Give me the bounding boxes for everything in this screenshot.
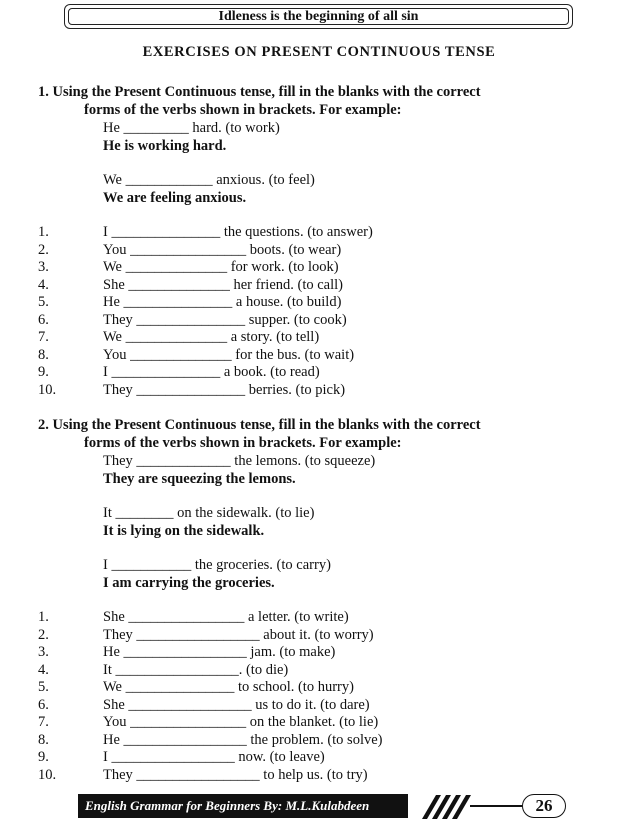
section1-item-number: 5.	[38, 294, 49, 310]
section1-item-number: 4.	[38, 276, 49, 293]
section1-item-number: 2.	[38, 241, 49, 258]
section1-item-number: 3.	[38, 259, 49, 275]
section1-item-text: You ________________ boots. (to wear)	[103, 241, 342, 258]
section2-instruction-line2: forms of the verbs shown in brackets. For example:	[84, 435, 402, 451]
section2-item-text: He _________________ the problem. (to solve)	[103, 731, 383, 748]
header-banner-text: Idleness is the beginning of all sin	[68, 8, 569, 25]
section1-item-number: 6.	[38, 311, 49, 328]
section2-example2-answer: It is lying on the sidewalk.	[103, 523, 265, 539]
section1-example1-question: He _________ hard. (to work)	[103, 120, 280, 136]
header-banner	[64, 4, 573, 29]
section2-item-number: 8.	[38, 731, 49, 748]
section2-item-text: You ________________ on the blanket. (to lie)	[103, 714, 379, 730]
section1-example2-question: We ____________ anxious. (to feel)	[103, 172, 315, 188]
page-heading: EXERCISES ON PRESENT CONTINUOUS TENSE	[142, 44, 496, 60]
section1-item-text: You ______________ for the bus. (to wait)	[103, 346, 355, 363]
section2-item-text: They _________________ to help us. (to try)	[103, 766, 368, 783]
section2-item-number: 4.	[38, 661, 49, 678]
section2-item-number: 5.	[38, 679, 49, 695]
section1-example2-answer: We are feeling anxious.	[103, 190, 247, 206]
section1-item-number: 1.	[38, 224, 49, 240]
section1-example1-answer: He is working hard.	[103, 138, 227, 154]
section1-item-number: 8.	[38, 346, 49, 363]
section1-item-text: They _______________ supper. (to cook)	[103, 311, 347, 328]
section1-item-text: She ______________ her friend. (to call)	[103, 276, 344, 293]
section2-item-number: 7.	[38, 714, 49, 730]
footer-rule	[470, 805, 522, 807]
section1-item-number: 9.	[38, 364, 49, 380]
section2-item-number: 9.	[38, 749, 49, 765]
section2-example3-answer: I am carrying the groceries.	[103, 575, 275, 591]
section2-item-text: He _________________ jam. (to make)	[103, 644, 336, 660]
section1-item-number: 10.	[38, 381, 57, 398]
section1-item-text: We ______________ for work. (to look)	[103, 259, 339, 275]
section1-item-text: I _______________ a book. (to read)	[103, 364, 320, 380]
section1-item-text: We ______________ a story. (to tell)	[103, 329, 320, 345]
section1-item-text: They _______________ berries. (to pick)	[103, 381, 346, 398]
section2-example2-question: It ________ on the sidewalk. (to lie)	[103, 505, 315, 521]
page-number: 26	[522, 794, 566, 818]
footer-credit: English Grammar for Beginners By: M.L.Kulabdeen	[85, 798, 370, 813]
section2-example1-question: They _____________ the lemons. (to squeeze)	[103, 453, 376, 469]
section2-item-number: 10.	[38, 766, 57, 783]
section2-item-text: It _________________. (to die)	[103, 661, 289, 678]
section1-item-number: 7.	[38, 329, 49, 345]
section2-item-text: She _________________ us to do it. (to dare)	[103, 696, 370, 713]
section1-item-text: I _______________ the questions. (to answer)	[103, 224, 373, 240]
section2-item-text: I _________________ now. (to leave)	[103, 749, 325, 765]
footer-stripes-icon	[420, 793, 472, 821]
section1-instruction-line2: forms of the verbs shown in brackets. For example:	[84, 102, 402, 118]
section2-item-text: She ________________ a letter. (to write)	[103, 609, 349, 625]
section2-item-number: 1.	[38, 609, 49, 625]
section2-item-number: 3.	[38, 644, 49, 660]
section1-item-text: He _______________ a house. (to build)	[103, 294, 342, 310]
section2-item-number: 6.	[38, 696, 49, 713]
section1-instruction-line1: 1. Using the Present Continuous tense, fill in the blanks with the correct	[38, 84, 481, 100]
section2-instruction-line1: 2. Using the Present Continuous tense, fill in the blanks with the correct	[38, 417, 481, 433]
section2-example1-answer: They are squeezing the lemons.	[103, 471, 296, 487]
section2-item-text: They _________________ about it. (to worry)	[103, 626, 374, 643]
section2-example3-question: I ___________ the groceries. (to carry)	[103, 557, 331, 573]
section2-item-number: 2.	[38, 626, 49, 643]
section2-item-text: We _______________ to school. (to hurry)	[103, 679, 354, 695]
